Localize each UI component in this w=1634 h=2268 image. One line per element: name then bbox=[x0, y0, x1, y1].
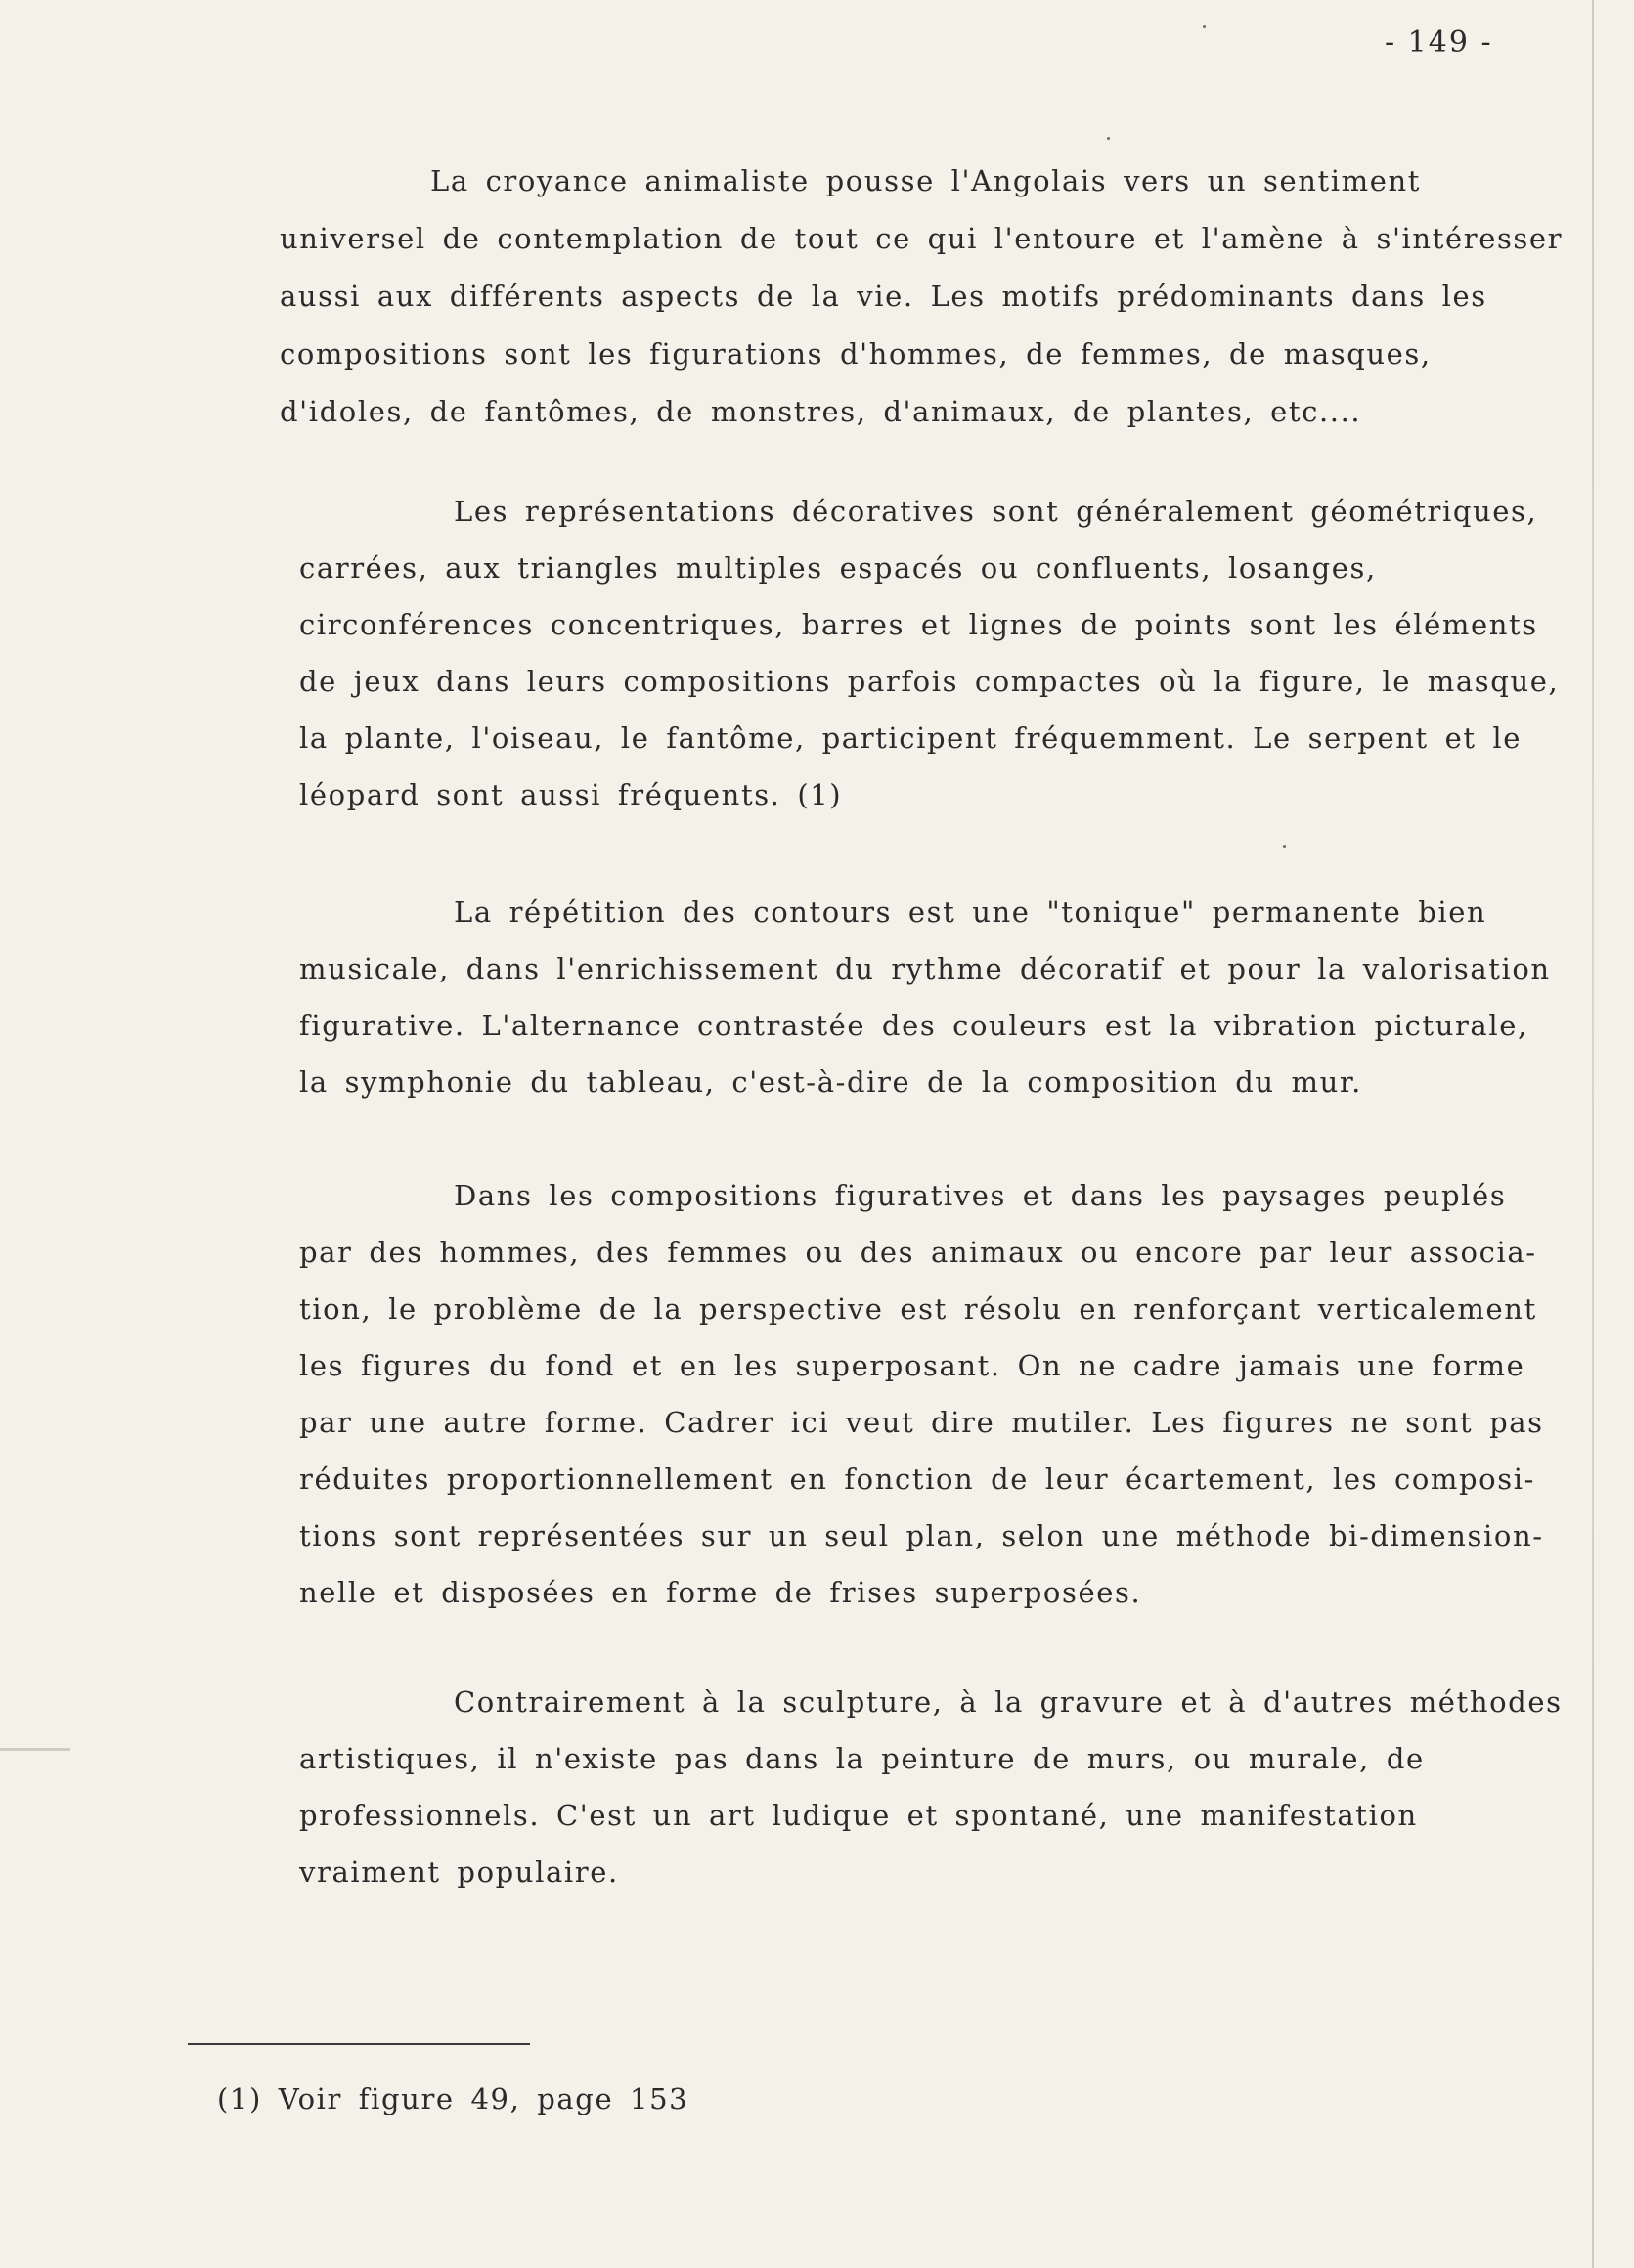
text-line: professionnels. C'est un art ludique et spontané, une manifestation bbox=[299, 1799, 1418, 1832]
text-line: figurative. L'alternance contrastée des couleurs est la vibration picturale, bbox=[299, 1009, 1528, 1042]
page-number: - 149 - bbox=[1385, 25, 1493, 60]
text-line: universel de contemplation de tout ce qui l'entoure et l'amène à s'intéresser bbox=[280, 222, 1564, 255]
text-line: Les représentations décoratives sont généralement géométriques, bbox=[454, 495, 1538, 528]
footnote-separator bbox=[188, 2043, 530, 2045]
page-edge-shadow bbox=[1592, 0, 1594, 2268]
text-line: vraiment populaire. bbox=[299, 1855, 619, 1889]
text-line: tion, le problème de la perspective est résolu en renforçant verticalement bbox=[299, 1292, 1537, 1326]
text-line: circonférences concentriques, barres et lignes de points sont les éléments bbox=[299, 608, 1538, 641]
paper-speck bbox=[1203, 25, 1206, 28]
text-line: compositions sont les figurations d'hommes, de femmes, de masques, bbox=[280, 337, 1432, 371]
text-line: par des hommes, des femmes ou des animaux ou encore par leur associa- bbox=[299, 1236, 1537, 1269]
paper-speck bbox=[1107, 137, 1110, 140]
text-line: les figures du fond et en les superposant. On ne cadre jamais une forme bbox=[299, 1349, 1525, 1382]
text-line: par une autre forme. Cadrer ici veut dire mutiler. Les figures ne sont pas bbox=[299, 1406, 1544, 1439]
text-line: artistiques, il n'existe pas dans la peinture de murs, ou murale, de bbox=[299, 1742, 1425, 1775]
text-line: réduites proportionnellement en fonction de leur écartement, les composi- bbox=[299, 1462, 1535, 1496]
text-line: La répétition des contours est une "tonique" permanente bien bbox=[454, 895, 1487, 929]
text-line: aussi aux différents aspects de la vie. Les motifs prédominants dans les bbox=[280, 280, 1487, 313]
text-line: de jeux dans leurs compositions parfois compactes où la figure, le masque, bbox=[299, 665, 1560, 698]
paper-fold-mark bbox=[0, 1748, 70, 1751]
text-line: tions sont représentées sur un seul plan, selon une méthode bi-dimension- bbox=[299, 1519, 1544, 1552]
paper-speck bbox=[1283, 845, 1286, 848]
text-line: nelle et disposées en forme de frises superposées. bbox=[299, 1576, 1142, 1609]
text-line: musicale, dans l'enrichissement du rythme décoratif et pour la valorisation bbox=[299, 952, 1551, 985]
text-line: la symphonie du tableau, c'est-à-dire de la composition du mur. bbox=[299, 1066, 1362, 1099]
footnote: (1) Voir figure 49, page 153 bbox=[217, 2082, 689, 2115]
text-line: La croyance animaliste pousse l'Angolais vers un sentiment bbox=[430, 164, 1421, 197]
text-line: carrées, aux triangles multiples espacés ou confluents, losanges, bbox=[299, 551, 1377, 585]
text-line: Dans les compositions figuratives et dans les paysages peuplés bbox=[454, 1179, 1507, 1212]
text-line: léopard sont aussi fréquents. (1) bbox=[299, 778, 843, 811]
text-line: la plante, l'oiseau, le fantôme, participent fréquemment. Le serpent et le bbox=[299, 721, 1523, 755]
text-line: d'idoles, de fantômes, de monstres, d'animaux, de plantes, etc.... bbox=[280, 395, 1362, 428]
text-line: Contrairement à la sculpture, à la gravure et à d'autres méthodes bbox=[454, 1685, 1563, 1719]
